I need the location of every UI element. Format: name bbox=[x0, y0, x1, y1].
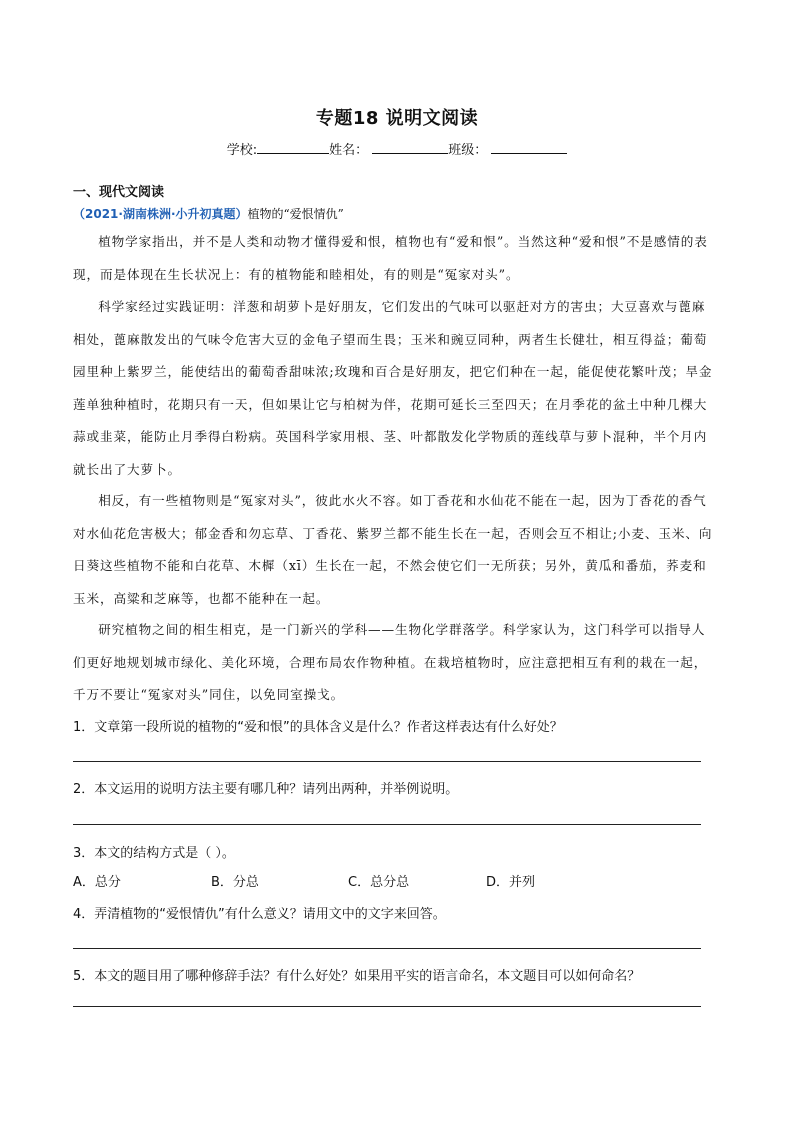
paragraph-1: 植物学家指出，并不是人类和动物才懂得爱和恨，植物也有“爱和恨”。当然这种“爱和恨”不是感情的表现，而是体现在生长状况上：有的植物能和睦相处，有的则是“冤家对头”。 bbox=[73, 234, 708, 282]
school-blank[interactable] bbox=[257, 141, 329, 154]
question-2: 2．本文运用的说明方法主要有哪几种？请列出两种，并举例说明。 bbox=[73, 782, 459, 797]
question-3: 3．本文的结构方式是（ ）。 bbox=[73, 846, 235, 861]
class-blank[interactable] bbox=[491, 141, 567, 154]
name-label: 姓名： bbox=[329, 143, 369, 158]
paragraph-4: 研究植物之间的相生相克，是一门新兴的学科——生物化学群落学。科学家认为，这门科学可以指导人们更好地规划城市绿化、美化环境，合理布局农作物种植。在栽培植物时，应注意把相互有利的栽在一起，千万不要让“冤家对头”同住，以免同室操戈。 bbox=[73, 622, 708, 702]
option-d[interactable]: D．并列 bbox=[486, 875, 536, 890]
article-title: 植物的“爱恨情仇” bbox=[247, 207, 344, 221]
option-a[interactable]: A．总分 bbox=[73, 875, 121, 890]
section-heading: 一、现代文阅读 bbox=[73, 185, 165, 200]
answer-line-1[interactable] bbox=[73, 761, 701, 762]
document-title: 专题18 说明文阅读 bbox=[315, 108, 479, 129]
class-label: 班级： bbox=[448, 143, 488, 158]
name-blank[interactable] bbox=[372, 141, 448, 154]
article-source-line bbox=[73, 205, 344, 222]
question-5: 5．本文的题目用了哪种修辞手法？有什么好处？如果用平实的语言命名，本文题目可以如何命名？ bbox=[73, 969, 641, 984]
school-label: 学校: bbox=[226, 143, 258, 158]
source-tag: （2021·湖南株洲·小升初真题） bbox=[73, 207, 248, 221]
question-4: 4．弄清植物的“爱恨情仇”有什么意义？请用文中的文字来回答。 bbox=[73, 907, 446, 922]
answer-line-2[interactable] bbox=[73, 824, 701, 825]
answer-line-5[interactable] bbox=[73, 1006, 701, 1007]
answer-line-4[interactable] bbox=[73, 948, 701, 949]
option-c[interactable]: C．总分总 bbox=[348, 875, 410, 890]
option-b[interactable]: B．分总 bbox=[211, 875, 259, 890]
paragraph-2: 科学家经过实践证明：洋葱和胡萝卜是好朋友，它们发出的气味可以驱赶对方的害虫；大豆喜欢与蓖麻相处，蓖麻散发出的气味令危害大豆的金龟子望而生畏；玉米和豌豆同种，两者生长健壮，相互得益；葡萄园里种上紫罗兰，能使结出的葡萄香甜味浓;玫瑰和百合是好朋友，把它们种在一起，能促使花繁叶茂；旱金莲单独种植时，花期只有一天，但如果让它与柏树为伴，花期可延长三至四天；在月季花的盆土中种几棵大蒜或韭菜，能防止月季得白粉病。英国科学家用根、茎、叶都散发化学物质的莲线草与萝卜混种，半个月内就长出了大萝卜。 bbox=[73, 299, 713, 477]
paragraph-3: 相反，有一些植物则是“冤家对头”，彼此水火不容。如丁香花和水仙花不能在一起，因为丁香花的香气对水仙花危害极大；郁金香和勿忘草、丁香花、紫罗兰都不能生长在一起，否则会互不相让;小麦、玉米、向日葵这些植物不能和白花草、木樨（xī）生长在一起，不然会使它们一无所获；另外，黄瓜和番茄，荞麦和玉米，高粱和芝麻等，也都不能种在一起。 bbox=[73, 493, 713, 606]
question-1: 1．文章第一段所说的植物的“爱和恨”的具体含义是什么？作者这样表达有什么好处？ bbox=[73, 720, 563, 735]
student-info-row bbox=[0, 139, 794, 158]
